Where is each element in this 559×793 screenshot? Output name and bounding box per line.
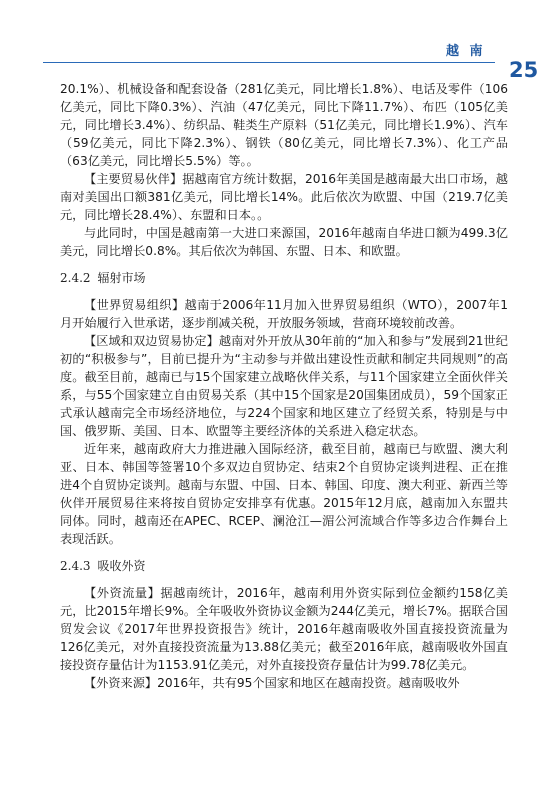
paragraph-trade-agreements: 【区域和双边贸易协定】越南对外开放从30年前的“加入和参与”发展到21世纪初的“积极参与”，目前已提升为“主动参与并做出建设性贡献和制定共同规则”的高度。截至目前，越南已与15个国家建立战略伙伴关系，与11个国家建立全面伙伴关系，与55个国家建立自由贸易关系（其中15个国家是20国集团成员），59个国家正式承认越南完全市场经济地位，与224个国家和地区建立了经贸关系，特别是与中国、俄罗斯、美国、日本、欧盟等主要经济体的关系进入稳定状态。 (60, 334, 508, 438)
paragraph-fdi-sources: 【外资来源】2016年，共有95个国家和地区在越南投资。越南吸收外 (84, 676, 460, 690)
chapter-title: 越 南 (446, 44, 486, 59)
paragraph-continued: 20.1%）、机械设备和配套设备（281亿美元，同比增长1.8%）、电话及零件（106亿美元，同比下降0.3%）、汽油（47亿美元，同比下降11.7%）、布匹（105亿美元，同比增长3.4%）、纺织品、鞋类生产原料（51亿美元，同比增长1.9%）、汽车（59亿美元，同比下降2.3%）、钢铁（80亿美元，同比增长7.3%）、化工产品（63亿美元，同比增长5.5%）等。。 (60, 82, 508, 168)
section-number: 2.4.2 (60, 271, 91, 285)
section-number: 2.4.3 (60, 559, 91, 573)
paragraph-fdi-flow: 【外资流量】据越南统计，2016年，越南利用外资实际到位金额约158亿美元，比2015年增长9%。全年吸收外资协议金额为244亿美元，增长7%。据联合国贸发会议《2017年世界投资报告》统计，2016年越南吸收外国直接投资流量为126亿美元，对外直接投资流量为13.88亿美元；截至2016年底，越南吸收外国直接投资存量估计为1153.91亿美元，对外直接投资存量估计为99.78亿美元。 (60, 586, 508, 672)
header-rule (43, 62, 495, 63)
section-heading-2-4-2 (60, 269, 508, 287)
section-heading-2-4-3 (60, 557, 508, 575)
page-number: 25 (509, 58, 539, 82)
paragraph-integration: 近年来，越南政府大力推进融入国际经济，截至目前，越南已与欧盟、澳大利亚、日本、韩国等签署10个多双边自贸协定、结束2个自贸协定谈判进程、正在推进4个自贸协定谈判。越南与东盟、中国、日本、韩国、印度、澳大利亚、新西兰等伙伴开展贸易往来将按自贸协定安排享有优惠。2015年12月底，越南加入东盟共同体。同时，越南还在APEC、RCEP、澜沧江—湄公河流域合作等多边合作舞台上表现活跃。 (60, 442, 508, 546)
paragraph-trade-partners: 【主要贸易伙伴】据越南官方统计数据，2016年美国是越南最大出口市场，越南对美国出口额381亿美元，同比增长14%。此后依次为欧盟、中国（219.7亿美元，同比增长28.4%）、东盟和日本。。 (60, 172, 508, 222)
paragraph-import-sources: 与此同时，中国是越南第一大进口来源国，2016年越南自华进口额为499.3亿美元，同比增长0.8%。其后依次为韩国、东盟、日本、和欧盟。 (60, 226, 508, 258)
paragraph-wto: 【世界贸易组织】越南于2006年11月加入世界贸易组织（WTO），2007年1月开始履行入世承诺，逐步削减关税，开放服务领域，营商环境较前改善。 (60, 298, 508, 330)
section-title: 辐射市场 (97, 271, 146, 285)
page-body (60, 80, 508, 692)
section-title: 吸收外资 (97, 559, 146, 573)
